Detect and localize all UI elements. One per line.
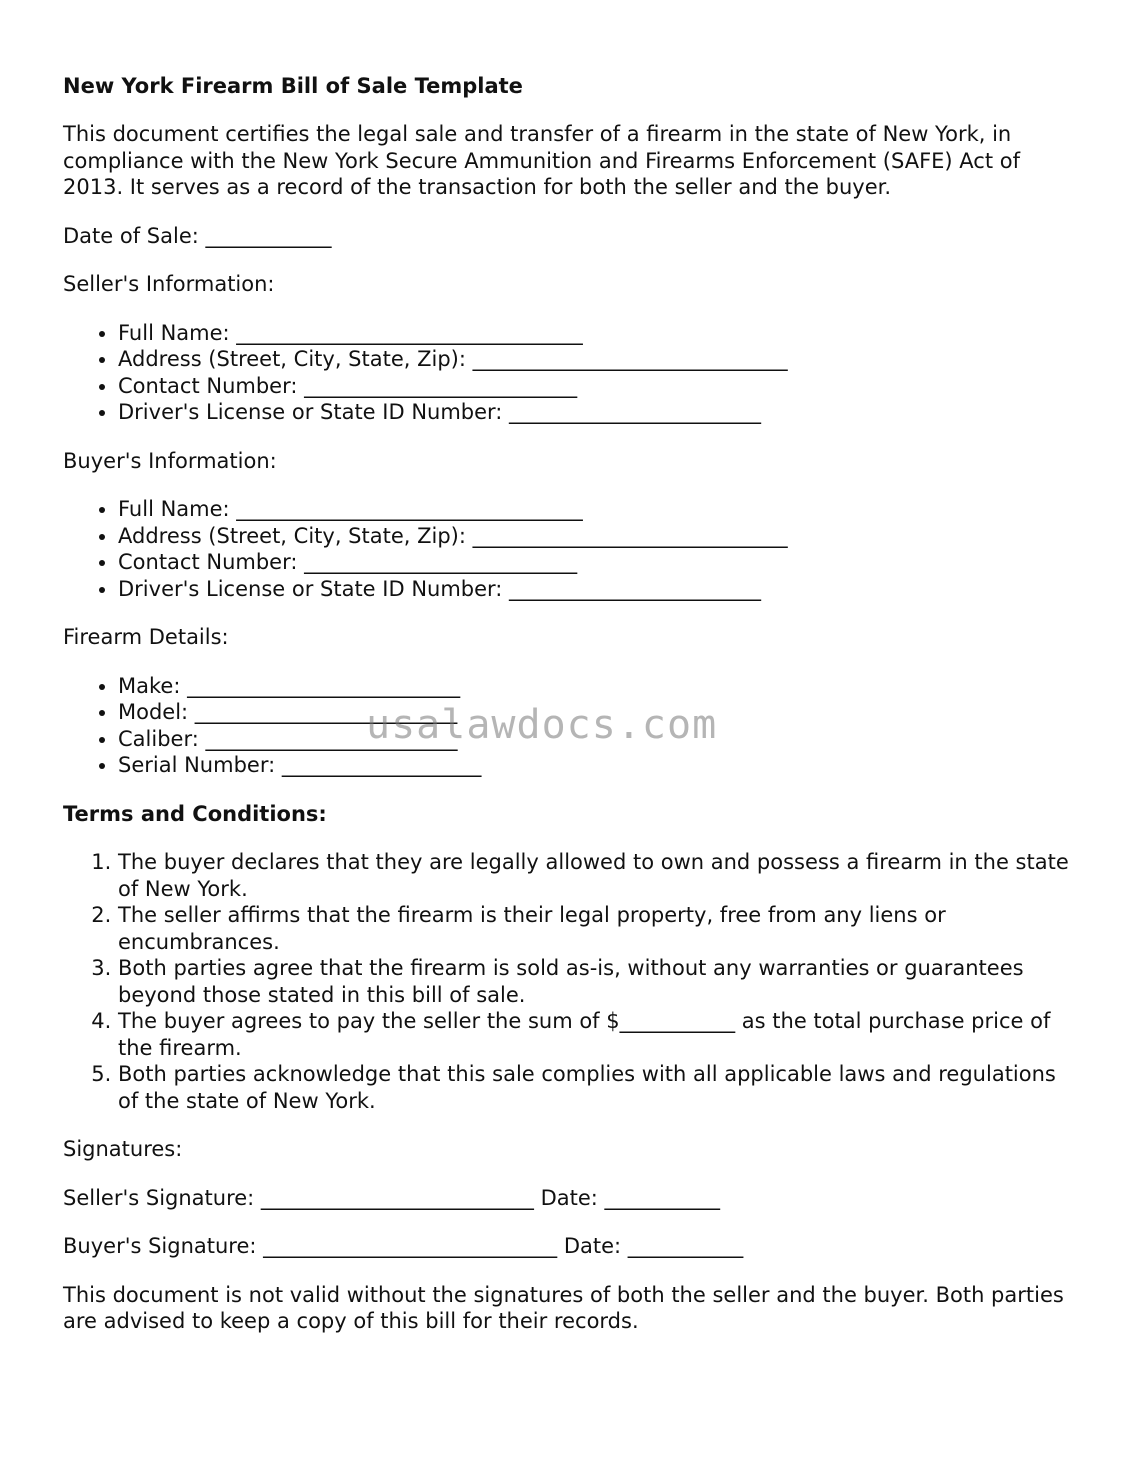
signatures-heading: Signatures: [63,1137,183,1161]
firearm-heading: Firearm Details: [63,625,229,649]
buyer-heading: Buyer's Information: [63,448,277,473]
term-item: 5. Both parties acknowledge that this sale complies with all applicable laws and regulations of the state of New York. [118,1061,1073,1114]
term-item: 2. The seller affirms that the firearm is their legal property, free from any liens or encumbrances. [118,902,1073,955]
term-item: 1. The buyer declares that they are legally allowed to own and possess a firearm in the state of New York. [118,849,1073,902]
firearm-caliber: • Caliber: ________________________ [118,726,1073,753]
document-title: New York Firearm Bill of Sale Template [63,74,523,98]
term-item: 3. Both parties agree that the firearm is sold as-is, without any warranties or guarantees beyond those stated in this bill of sale. [118,955,1073,1008]
terms-heading: Terms and Conditions: [63,801,327,826]
date-of-sale-line: Date of Sale: ____________ [63,223,332,248]
buyer-license: • Driver's License or State ID Number: ________________________ [118,576,1073,603]
seller-contact-number: • Contact Number: __________________________ [118,373,1073,400]
buyer-signature-line: Buyer's Signature: ____________________________ Date: ___________ [63,1234,744,1258]
watermark: usalawdocs.com [366,702,718,748]
buyer-contact-number: • Contact Number: __________________________ [118,549,1073,576]
buyer-full-name: • Full Name: _________________________________ [118,496,1073,523]
firearm-serial-number: • Serial Number: ___________________ [118,752,1073,779]
terms-list [63,849,1073,1114]
term-item: 4. The buyer agrees to pay the seller the sum of $___________ as the total purchase price of the firearm. [118,1008,1073,1061]
buyer-address: • Address (Street, City, State, Zip): ______________________________ [118,523,1073,550]
seller-full-name: • Full Name: _________________________________ [118,320,1073,347]
seller-address: • Address (Street, City, State, Zip): ______________________________ [118,346,1073,373]
intro-paragraph: This document certifies the legal sale and transfer of a firearm in the state of New York, in compliance with the New York Secure Ammunition and Firearms Enforcement (SAFE) Act of 2013. It serves as a record of the transaction for both the seller and the buyer. [63,122,1020,199]
seller-signature-line: Seller's Signature: __________________________ Date: ___________ [63,1185,721,1210]
firearm-model: • Model: _________________________ [118,699,1073,726]
footer-note: This document is not valid without the signatures of both the seller and the buyer. Both parties are advised to keep a copy of this bill for their records. [63,1282,1064,1333]
buyer-info-list [63,496,1073,602]
firearm-make: • Make: __________________________ [118,673,1073,700]
seller-heading: Seller's Information: [63,272,275,296]
seller-info-list [63,320,1073,426]
seller-license: • Driver's License or State ID Number: ________________________ [118,399,1073,426]
